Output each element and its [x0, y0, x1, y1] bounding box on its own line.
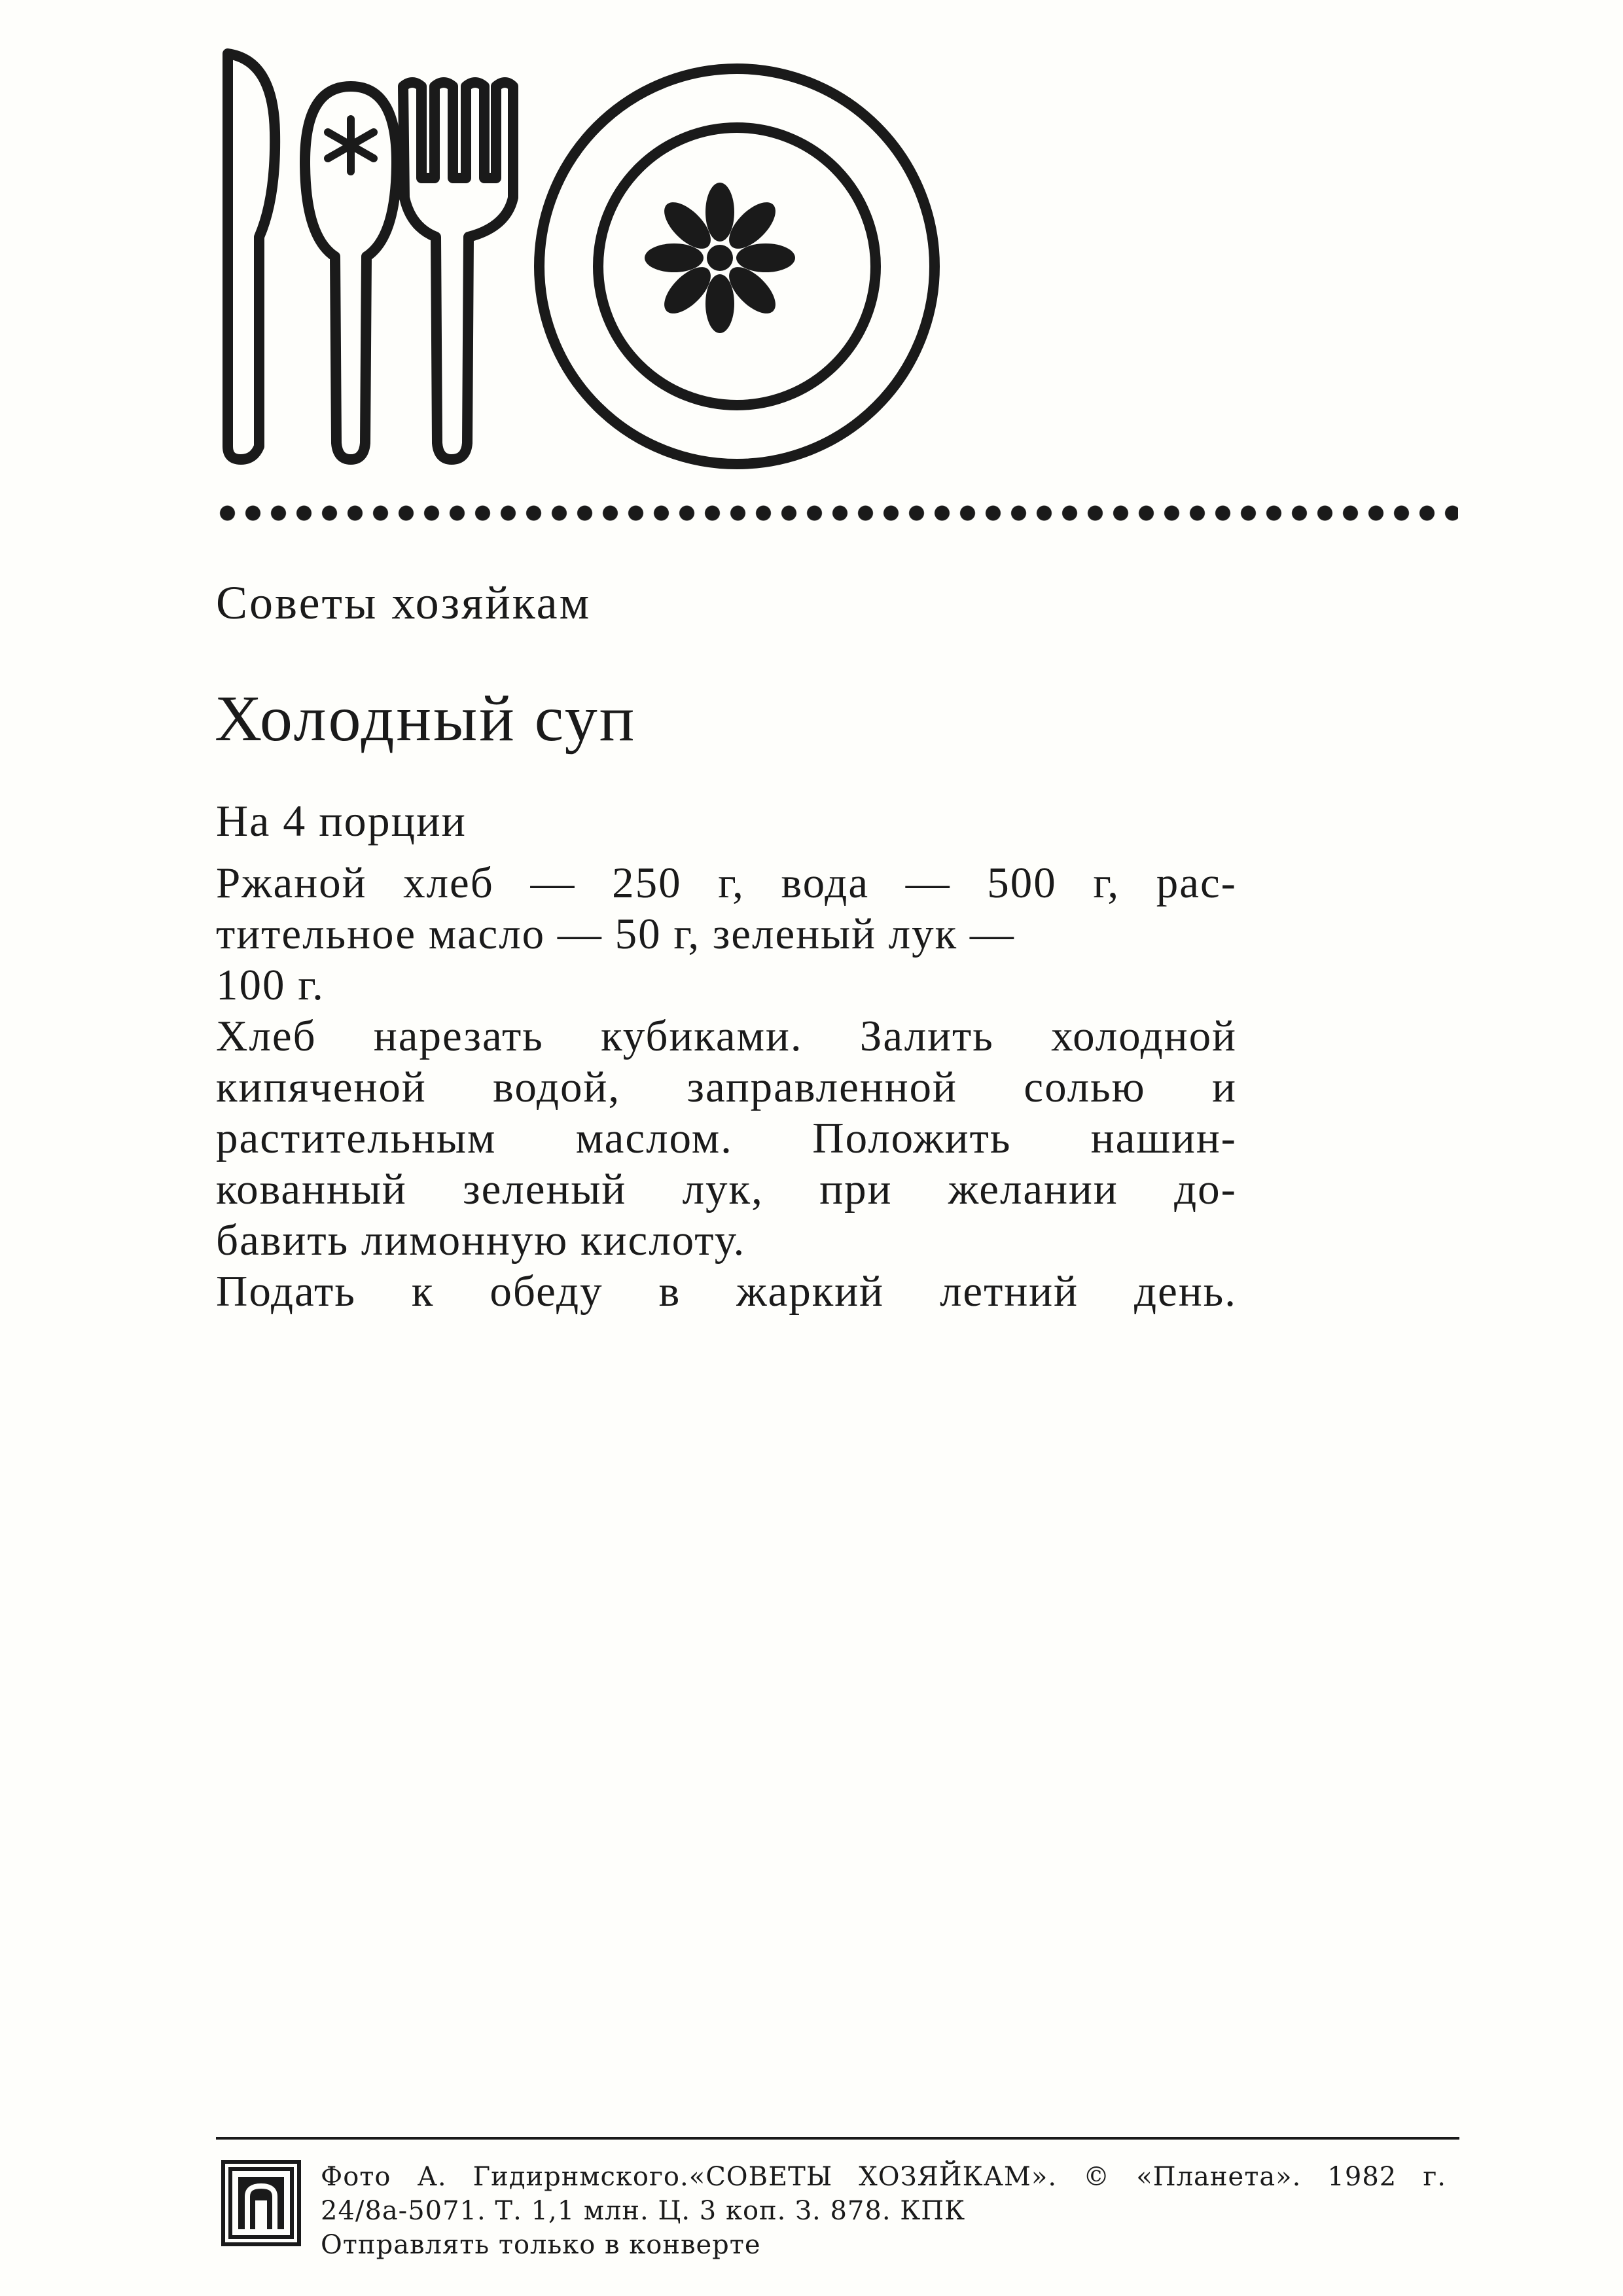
imprint-line: 24/8а-5071. Т. 1,1 млн. Ц. 3 коп. З. 878. КПК [321, 2196, 966, 2226]
imprint-line: Фото А. Гидирнмского.«СОВЕТЫ ХОЗЯЙКАМ». © «Планета». 1982 г. [321, 2162, 1446, 2192]
servings-label: На 4 порции [216, 796, 467, 846]
plate-flower-icon [645, 183, 795, 333]
instructions-line: кипяченой водой, заправленной солью и [216, 1063, 1237, 1111]
series-title: Советы хозяйкам [216, 577, 592, 629]
footer-rule [216, 2137, 1459, 2140]
recipe-text [216, 857, 1237, 1317]
imprint [321, 2160, 1446, 2262]
instructions-line: растительным маслом. Положить нашин- [216, 1114, 1237, 1162]
recipe-title: Холодный суп [215, 682, 637, 755]
serving-suggestion-line: Подать к обеду в жаркий летний день. [216, 1267, 1237, 1316]
fork-icon [403, 82, 513, 459]
instructions-line: кованный зеленый лук, при желании до- [216, 1165, 1237, 1213]
imprint-line: Отправлять только в конверте [321, 2230, 761, 2260]
knife-icon [228, 54, 275, 459]
spoon-asterisk-icon [328, 119, 374, 171]
plate-inner-icon [598, 128, 876, 405]
tableware-emblem-icon [208, 41, 941, 473]
planeta-logo-icon [221, 2160, 301, 2246]
instructions-line: Хлеб нарезать кубиками. Залить холодной [216, 1012, 1237, 1060]
ingredients-line: Ржаной хлеб — 250 г, вода — 500 г, рас- [216, 859, 1237, 907]
ingredients-line: тительное масло — 50 г, зеленый лук — [216, 910, 1015, 958]
ingredients-line: 100 г. [216, 961, 325, 1009]
dotted-divider [215, 504, 1458, 522]
instructions-line: бавить лимонную кислоту. [216, 1216, 746, 1265]
